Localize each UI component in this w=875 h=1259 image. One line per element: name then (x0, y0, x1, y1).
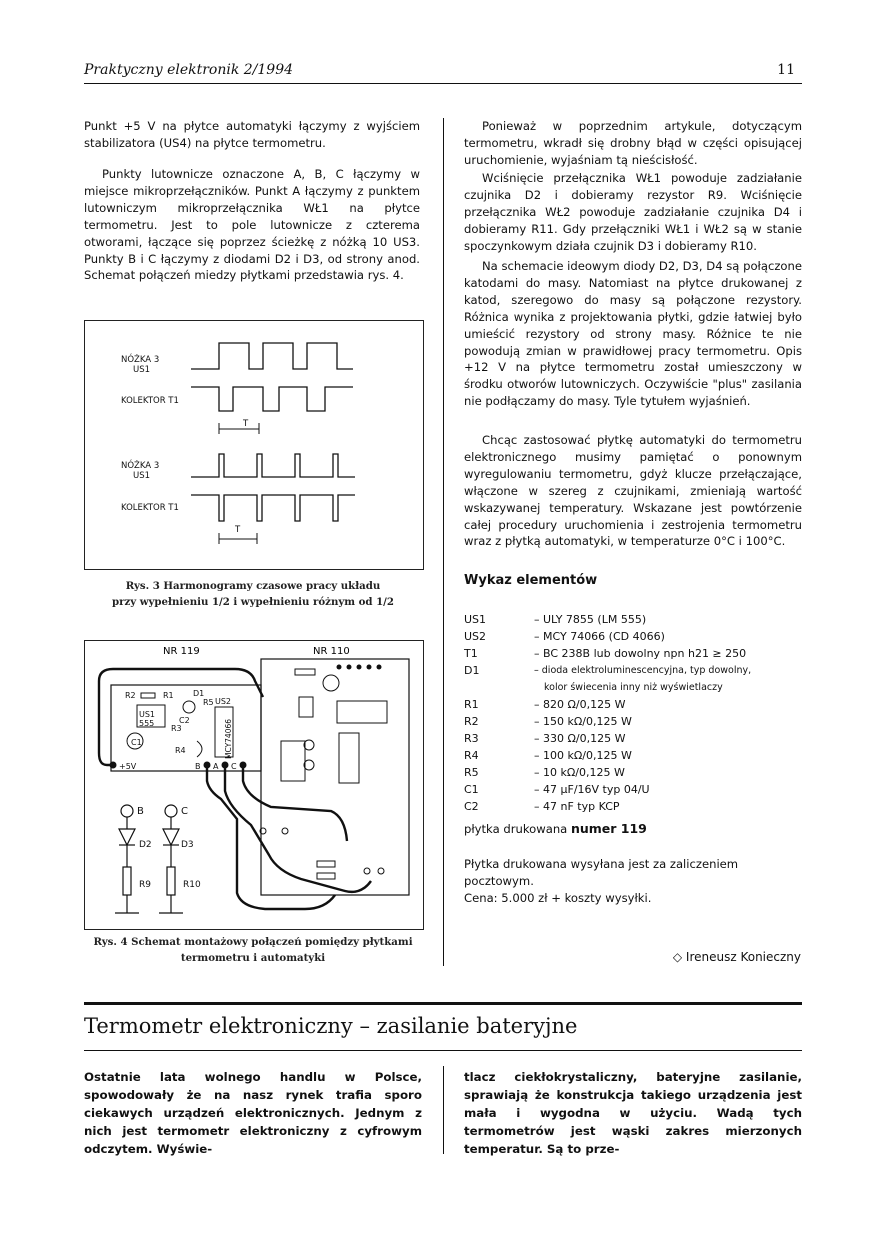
label-us1-a: US1 (133, 365, 151, 375)
waveform-kolektor-var (191, 495, 355, 521)
article-column-divider (443, 1066, 444, 1154)
parts-list (464, 611, 814, 815)
journal-title: Praktyczny elektronik 2/1994 (84, 62, 294, 78)
list-item: R3 – 330 Ω/0,125 W (464, 732, 626, 745)
svg-text:C: C (231, 762, 237, 771)
resistor-r9 (123, 867, 131, 895)
svg-text:D2: D2 (139, 840, 152, 850)
header-rule (84, 83, 802, 84)
pcb-shipping-note: Płytka drukowana wysyłana jest za zaliczeniem pocztowym. (464, 857, 739, 888)
column-divider (443, 118, 444, 966)
svg-text:D1: D1 (193, 689, 205, 698)
svg-text:R1: R1 (163, 691, 174, 700)
label-us1-b: US1 (133, 471, 151, 481)
wire-a (225, 765, 371, 892)
right-paragraph-1: Ponieważ w poprzednim artykule, dotyczącym termometru, wkradł się drobny błąd w części opisującej uruchomienie, wyjaśniam tą nieścisłość. (464, 119, 802, 167)
label-nozka3-a: NÓŻKA 3 (121, 355, 160, 365)
svg-text:R4: R4 (175, 746, 186, 755)
label-kolektor-b: KOLEKTOR T1 (121, 503, 179, 513)
figure-4-wiring-diagram (84, 640, 424, 930)
svg-text:C: C (181, 806, 188, 817)
svg-text:+5V: +5V (119, 762, 137, 771)
page-number: 11 (777, 62, 795, 78)
svg-text:B: B (195, 762, 201, 771)
list-item: T1 – BC 238B lub dowolny npn h21 ≥ 250 (464, 647, 747, 660)
left-paragraph-2: Punkty lutownicze oznaczone A, B, C łączymy w miejsce mikroprzełączników. Punkt A łączymy z punktem lutowniczym mikroprzełącznika WŁ1 na płytce termometru. Jest to pole lutownicze z czterema otworami, łączące się poprzez ścieżkę z nóżką 10 US3. Punkty B i C łączymy z diodami D2 i D3, od strony anod. Schemat połączeń miedzy płytkami przedstawia rys. 4. (84, 167, 420, 283)
svg-text:A: A (213, 762, 219, 771)
svg-text:B: B (137, 806, 144, 817)
pcb-number: numer 119 (570, 821, 647, 836)
svg-text:R2: R2 (125, 691, 136, 700)
diode-d3 (163, 829, 179, 845)
right-paragraph-4: Chcąc zastosować płytkę automatyki do termometru elektronicznego musimy pamiętać o ponownym wyregulowaniu termometru, gdyż klucze przełączające, włączone w szereg z czujnikami, zmieniają wartość wskazywanej temperatury. Wskazane jest powtórzenie całej procedury uruchomienia i zestrojenia termometru wraz z płytką automatyki, w temperaturze 0°C i 100°C. (464, 433, 802, 549)
article-separator (84, 1002, 802, 1005)
left-paragraph-1: Punkt +5 V na płytce automatyki łączymy z wyjściem stabilizatora (US4) na płytce termometru. (84, 119, 420, 150)
label-kolektor-a: KOLEKTOR T1 (121, 396, 179, 406)
right-paragraph-3: Na schemacie ideowym diody D2, D3, D4 są połączone katodami do masy. Natomiast na płytce drukowanej z katod, szeregowo do masy są połączone rezystory. Różnica wynika z projektowania płytki, gdzie łatwiej było umieścić rezystory od strony masy. Różnice te nie powodują zmian w prawidłowej pracy termometru. Opis +12 V na płytce termometru został umieszczony w środku otworów lutowniczych. Oczywiście "plus" zasilania nie podłączamy do masy. Tyle tytułem wyjaśnień. (464, 259, 802, 409)
right-paragraph-2: Wciśnięcie przełącznika WŁ1 powoduje zadziałanie czujnika D2 i dobieramy rezystor R9. Wciśnięcie przełącznika WŁ2 powoduje zadziałanie czujnika D4 i dobieramy R11. Gdy przełączniki WŁ1 i WŁ2 są w stanie spoczynkowym działa czujnik D3 i dobieramy R10. (464, 171, 802, 253)
list-item: R1 – 820 Ω/0,125 W (464, 698, 626, 711)
waveform-kolektor-50 (191, 387, 353, 411)
article-title-rule (84, 1050, 802, 1051)
label-period-a: T (243, 419, 249, 429)
article-left-text: Ostatnie lata wolnego handlu w Polsce, spowodowały że na nasz rynek trafia sporo ciekawych urządzeń elektronicznych. Jednym z nich jest termometr elektroniczny z cyfrowym odczytem. Wyświe- (84, 1070, 422, 1156)
pad-c-lower (165, 805, 177, 817)
article-title: Termometr elektroniczny – zasilanie bateryjne (84, 1014, 578, 1038)
wiring-diagram-svg (85, 641, 423, 929)
list-item: US2 – MCY 74066 (CD 4066) (464, 630, 665, 643)
svg-text:US2: US2 (215, 697, 232, 706)
list-item: R4 – 100 kΩ/0,125 W (464, 749, 632, 762)
timing-diagram-svg (85, 321, 423, 569)
svg-text:C2: C2 (179, 716, 190, 725)
waveform-nozka3-50 (191, 343, 353, 369)
list-item: C1 – 47 µF/16V typ 04/U (464, 783, 650, 796)
wire-c (243, 765, 347, 841)
svg-text:C1: C1 (131, 738, 142, 747)
svg-text:MCY74066: MCY74066 (224, 718, 233, 759)
list-item: C2 – 47 nF typ KCP (464, 800, 620, 813)
label-nozka3-b: NÓŻKA 3 (121, 461, 160, 471)
author: ◇ Ireneusz Konieczny (672, 950, 801, 964)
list-item: US1 – ULY 7855 (LM 555) (464, 613, 647, 626)
pad-b-lower (121, 805, 133, 817)
figure-3-caption: Rys. 3 Harmonogramy czasowe pracy układu przy wypełnieniu 1/2 i wypełnieniu różnym od 1/2 (112, 580, 394, 608)
figure-4-caption: Rys. 4 Schemat montażowy połączeń pomiędzy płytkami termometru i automatyki (93, 936, 413, 964)
board-119-label: NR 119 (163, 646, 200, 657)
svg-text:D3: D3 (181, 840, 194, 850)
svg-text:555: 555 (139, 719, 155, 728)
parts-list-heading: Wykaz elementów (464, 573, 598, 588)
pcb-line: płytka drukowana numer 119 (464, 821, 647, 836)
figure-3-timing-diagram (84, 320, 424, 570)
svg-text:R5: R5 (203, 698, 214, 707)
svg-text:R9: R9 (139, 880, 151, 890)
board-110-label: NR 110 (313, 646, 350, 657)
board-110 (261, 659, 409, 895)
list-item: D1 – dioda elektroluminescencyjna, typ dowolny, (464, 664, 752, 677)
svg-text:R3: R3 (171, 724, 182, 733)
diode-d2 (119, 829, 135, 845)
article-right-text: tlacz ciekłokrystaliczny, bateryjne zasilanie, sprawiają że konstrukcja takiego urządzenia jest mała i wygodna w użyciu. Wadą tych termometrów jest wąski zakres mierzonych temperatur. Są to prze- (464, 1070, 802, 1156)
svg-text:R10: R10 (183, 880, 201, 890)
list-item: R2 – 150 kΩ/0,125 W (464, 715, 632, 728)
svg-text:US1: US1 (139, 710, 156, 719)
waveform-nozka3-var (191, 454, 355, 477)
label-period-b: T (235, 525, 241, 535)
list-item: R5 – 10 kΩ/0,125 W (464, 766, 625, 779)
d1-led (183, 701, 195, 713)
resistor-r10 (167, 867, 175, 895)
price-note: Cena: 5.000 zł + koszty wysyłki. (464, 891, 652, 905)
list-item-continuation: kolor świecenia inny niż wyświetlaczy (544, 682, 723, 693)
